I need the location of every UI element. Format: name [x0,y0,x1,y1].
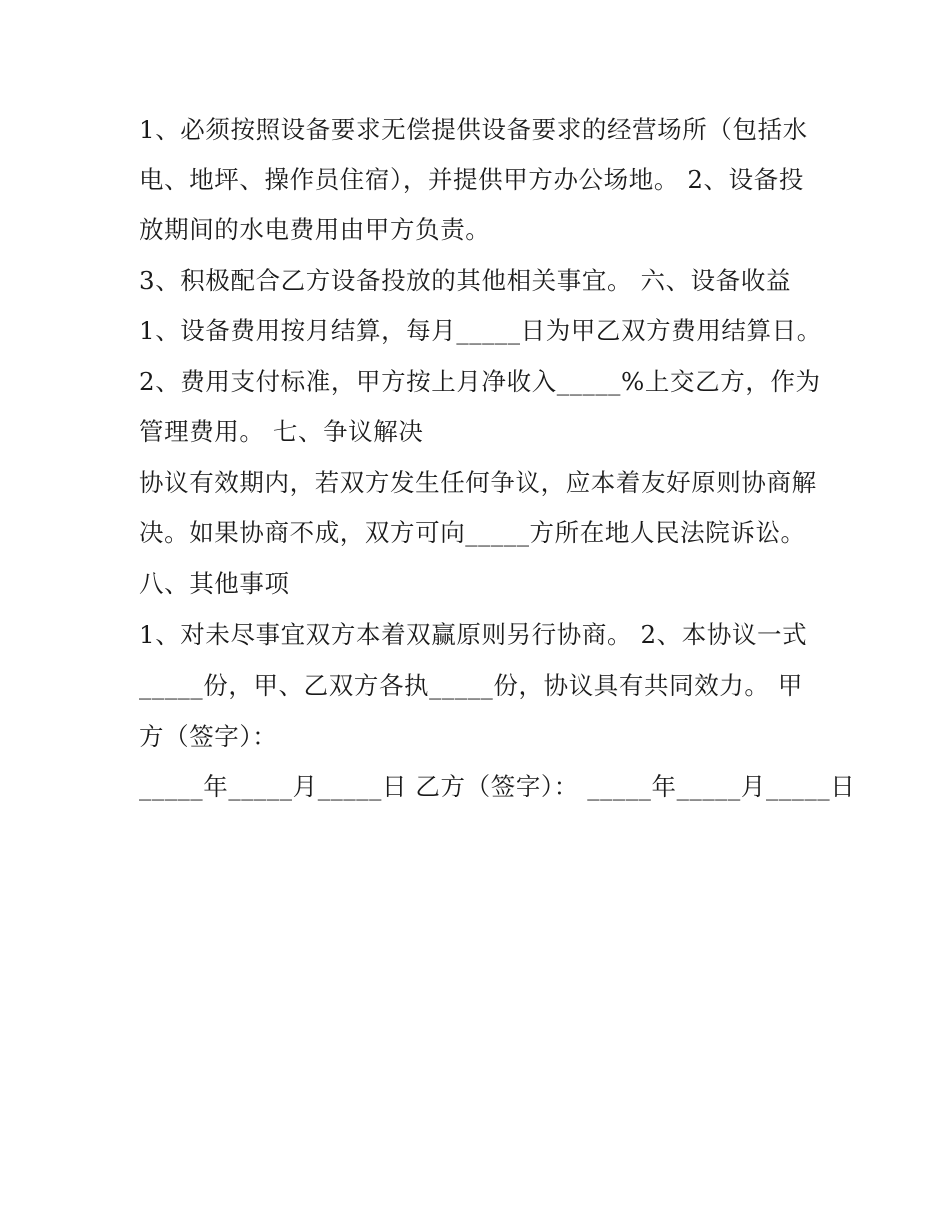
text-line-6: 2、费用支付标准，甲方按上月净收入_____%上交乙方，作为 [139,367,821,396]
text-line-1: 1、必须按照设备要求无偿提供设备要求的经营场所（包括水 [139,115,808,144]
text-line-3: 放期间的水电费用由甲方负责。 [139,215,491,244]
text-line-10: 八、其他事项 [139,569,290,598]
text-line-2: 电、地坪、操作员住宿），并提供甲方办公场地。 2、设备投 [139,165,804,194]
text-line-13: 方（签字）： [139,722,278,751]
text-line-7: 管理费用。 七、争议解决 [139,417,424,446]
text-line-5: 1、设备费用按月结算，每月_____日为甲乙双方费用结算日。 [139,316,822,345]
text-line-14: _____年_____月_____日 乙方（签字）： _____年_____月_____日 [139,772,856,801]
text-line-9: 决。如果协商不成，双方可向_____方所在地人民法院诉讼。 [139,518,806,547]
text-line-11: 1、对未尽事宜双方本着双赢原则另行协商。 2、本协议一式 [139,620,808,649]
text-line-12: _____份，甲、乙双方各执_____份，协议具有共同效力。 甲 [139,671,803,700]
text-line-8: 协议有效期内，若双方发生任何争议，应本着友好原则协商解 [139,468,817,497]
text-line-4: 3、积极配合乙方设备投放的其他相关事宜。 六、设备收益 [139,266,792,295]
